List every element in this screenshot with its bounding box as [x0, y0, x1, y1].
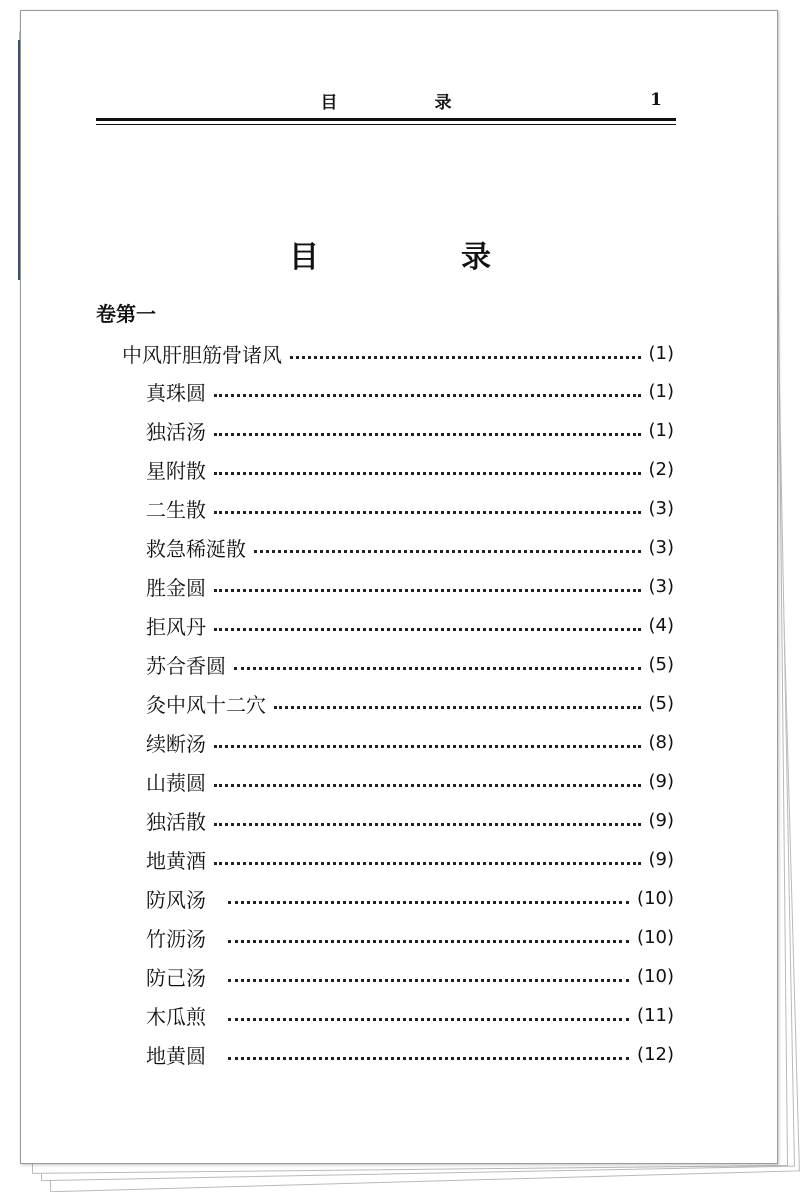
toc-entry-page: (1) [648, 380, 674, 402]
toc-entry[interactable] [146, 649, 674, 679]
toc-entry[interactable] [146, 844, 674, 874]
dot-leader [228, 979, 629, 982]
toc-entry-label: 胜金圆 [146, 575, 206, 600]
toc-entry-label: 续断汤 [146, 731, 206, 756]
dot-leader [214, 472, 641, 475]
toc-entry-label: 独活散 [146, 809, 206, 834]
running-title: 目 录 [320, 93, 492, 113]
toc-entry[interactable] [146, 571, 674, 601]
dot-leader [214, 745, 641, 748]
toc-section[interactable] [122, 338, 674, 368]
toc-title: 目 录 [289, 240, 547, 275]
toc-entry-label: 竹沥汤 [146, 926, 206, 951]
dot-leader [274, 706, 641, 709]
toc-entry-page: (3) [648, 536, 674, 558]
toc-entry[interactable] [146, 493, 674, 523]
toc-entry[interactable] [146, 1000, 674, 1030]
dot-leader [228, 1018, 629, 1021]
running-head [96, 88, 676, 114]
toc-entry-page: (12) [637, 1043, 674, 1065]
toc-entry[interactable] [146, 1039, 674, 1069]
dot-leader [290, 356, 641, 359]
dot-leader [254, 550, 641, 553]
toc-entry-page: (5) [648, 692, 674, 714]
dot-leader [214, 394, 641, 397]
toc-entry-page: (2) [648, 458, 674, 480]
toc-entry[interactable] [146, 688, 674, 718]
toc-entry-page: (3) [648, 575, 674, 597]
toc-entry-label: 救急稀涎散 [146, 536, 246, 561]
toc-entry[interactable] [146, 610, 674, 640]
toc-entry-label: 地黄酒 [146, 848, 206, 873]
dot-leader [234, 667, 641, 670]
toc-entry-label: 拒风丹 [146, 614, 206, 639]
dot-leader [214, 433, 641, 436]
toc-entry[interactable] [146, 415, 674, 445]
toc-entry[interactable] [146, 961, 674, 991]
toc-entry-page: (3) [648, 497, 674, 519]
toc-section-label: 中风肝胆筋骨诸风 [122, 342, 282, 367]
page-number: 1 [650, 90, 662, 110]
toc-entry-page: (9) [648, 809, 674, 831]
toc-entry[interactable] [146, 532, 674, 562]
dot-leader [214, 784, 641, 787]
dot-leader [228, 940, 629, 943]
toc-entry[interactable] [146, 922, 674, 952]
toc-entry[interactable] [146, 805, 674, 835]
toc-section-page: (1) [648, 342, 674, 364]
toc-entry-label: 灸中风十二穴 [146, 692, 266, 717]
header-rule [96, 118, 676, 121]
toc-entry-label: 星附散 [146, 458, 206, 483]
toc-entry-page: (10) [637, 965, 674, 987]
toc-entry-label: 独活汤 [146, 419, 206, 444]
toc-entry-page: (10) [637, 887, 674, 909]
toc-entry-label: 苏合香圆 [146, 653, 226, 678]
toc-entry-page: (9) [648, 770, 674, 792]
toc-entry[interactable] [146, 727, 674, 757]
toc-entry-label: 防己汤 [146, 965, 206, 990]
toc-entry-label: 山蓣圆 [146, 770, 206, 795]
dot-leader [228, 1057, 629, 1060]
toc-entry[interactable] [146, 766, 674, 796]
toc-entry-page: (10) [637, 926, 674, 948]
dot-leader [214, 628, 641, 631]
toc-entry-label: 真珠圆 [146, 380, 206, 405]
toc-entry-page: (5) [648, 653, 674, 675]
toc-entry-label: 木瓜煎 [146, 1004, 206, 1029]
toc-entry-label: 防风汤 [146, 887, 206, 912]
toc-entry[interactable] [146, 454, 674, 484]
dot-leader [214, 511, 641, 514]
toc-entry-label: 二生散 [146, 497, 206, 522]
dot-leader [228, 901, 629, 904]
toc-entry-label: 地黄圆 [146, 1043, 206, 1068]
toc-entry[interactable] [146, 883, 674, 913]
dot-leader [214, 862, 641, 865]
toc-entry-page: (4) [648, 614, 674, 636]
toc-entry-page: (9) [648, 848, 674, 870]
dot-leader [214, 823, 641, 826]
toc-entry-page: (1) [648, 419, 674, 441]
header-rule [96, 124, 676, 125]
toc-entry[interactable] [146, 376, 674, 406]
toc-entry-page: (11) [637, 1004, 674, 1026]
toc-entry-page: (8) [648, 731, 674, 753]
dot-leader [214, 589, 641, 592]
volume-heading: 卷第一 [96, 302, 156, 326]
